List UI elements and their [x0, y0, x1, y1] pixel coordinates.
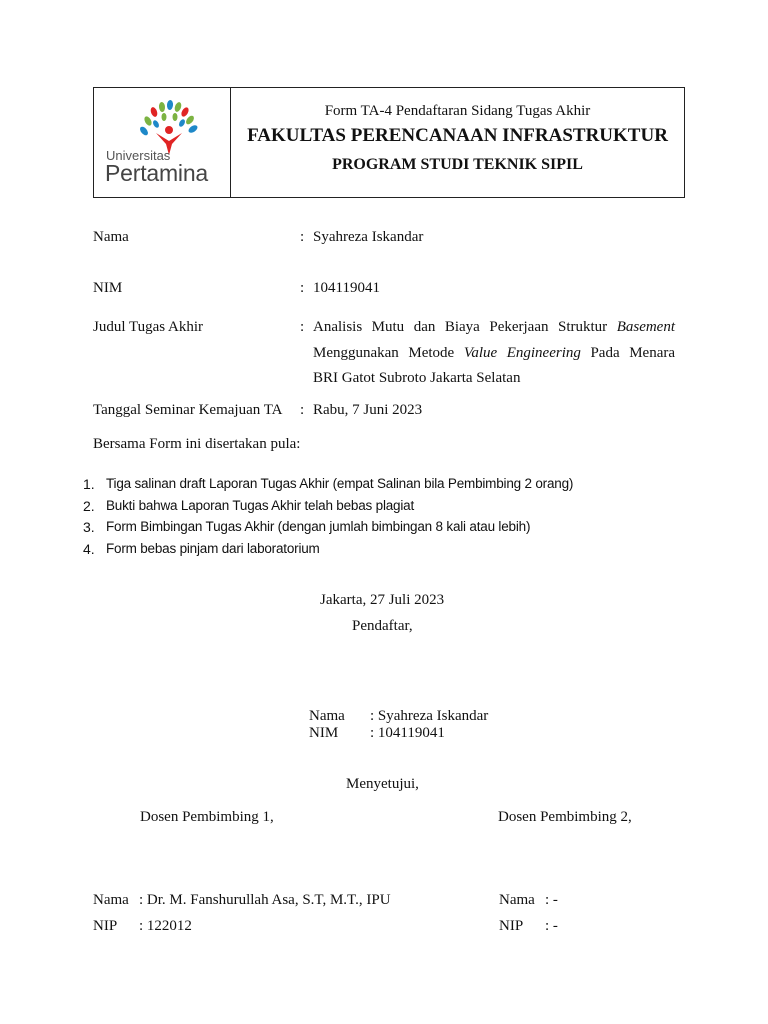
list-item-number: 4. [83, 541, 95, 557]
advisor1-nama-value: : Dr. M. Fanshurullah Asa, S.T, M.T., IPU [139, 892, 391, 908]
registrant-nama-value: : Syahreza Iskandar [370, 708, 489, 724]
seminar-value: Rabu, 7 Juni 2023 [313, 402, 423, 418]
form-title: Form TA-4 Pendaftaran Sidang Tugas Akhir [324, 103, 591, 119]
list-item: Bukti bahwa Laporan Tugas Akhir telah bebas plagiat [106, 498, 415, 513]
advisor1-nama-label: Nama [93, 892, 129, 908]
advisor1-title: Dosen Pembimbing 1, [140, 809, 274, 825]
list-item: Tiga salinan draft Laporan Tugas Akhir (empat Salinan bila Pembimbing 2 orang) [106, 476, 574, 491]
nama-colon: : [300, 229, 305, 245]
program-title: PROGRAM STUDI TEKNIK SIPIL [332, 156, 583, 173]
advisor1-nip-label: NIP [93, 918, 118, 934]
nim-label: NIM [93, 280, 123, 296]
nama-value: Syahreza Iskandar [313, 229, 424, 245]
logo-text-pertamina: Pertamina [105, 160, 209, 186]
list-item-number: 1. [83, 476, 95, 492]
list-item: Form Bimbingan Tugas Akhir (dengan jumlah bimbingan 8 kali atau lebih) [106, 519, 531, 534]
judul-colon: : [300, 319, 305, 335]
advisor2-nama-label: Nama [499, 892, 535, 908]
nim-value: 104119041 [313, 280, 380, 296]
faculty-title: FAKULTAS PERENCANAAN INFRASTRUKTUR [247, 125, 668, 146]
attachments-intro: Bersama Form ini disertakan pula: [93, 436, 301, 452]
advisor2-nama-value: : - [545, 892, 558, 908]
seminar-colon: : [300, 402, 305, 418]
nim-colon: : [300, 280, 305, 296]
judul-line-3: BRI Gatot Subroto Jakarta Selatan [313, 370, 521, 386]
seminar-label: Tanggal Seminar Kemajuan TA [93, 402, 283, 418]
list-item: Form bebas pinjam dari laboratorium [106, 541, 320, 556]
university-logo [94, 88, 231, 197]
registrant-role: Pendaftar, [352, 618, 413, 634]
list-item-number: 3. [83, 519, 95, 535]
advisor1-nip-value: : 122012 [139, 918, 192, 934]
registrant-nim-value: : 104119041 [370, 725, 445, 741]
advisor2-nip-value: : - [545, 918, 558, 934]
place-date: Jakarta, 27 Juli 2023 [320, 592, 445, 608]
judul-label: Judul Tugas Akhir [93, 319, 204, 335]
nama-label: Nama [93, 229, 129, 245]
advisor2-nip-label: NIP [499, 918, 524, 934]
approval-title: Menyetujui, [346, 776, 419, 792]
logo-text-universitas: Universitas [106, 148, 171, 163]
registrant-nim-label: NIM [309, 725, 339, 741]
registrant-nama-label: Nama [309, 708, 345, 724]
form-header [93, 87, 685, 198]
judul-line-2: Menggunakan Metode Value Engineering Pada Menara [313, 345, 676, 361]
list-item-number: 2. [83, 498, 95, 514]
advisor2-title: Dosen Pembimbing 2, [498, 809, 632, 825]
judul-line-1: Analisis Mutu dan Biaya Pekerjaan Struktur Basement [313, 319, 676, 335]
